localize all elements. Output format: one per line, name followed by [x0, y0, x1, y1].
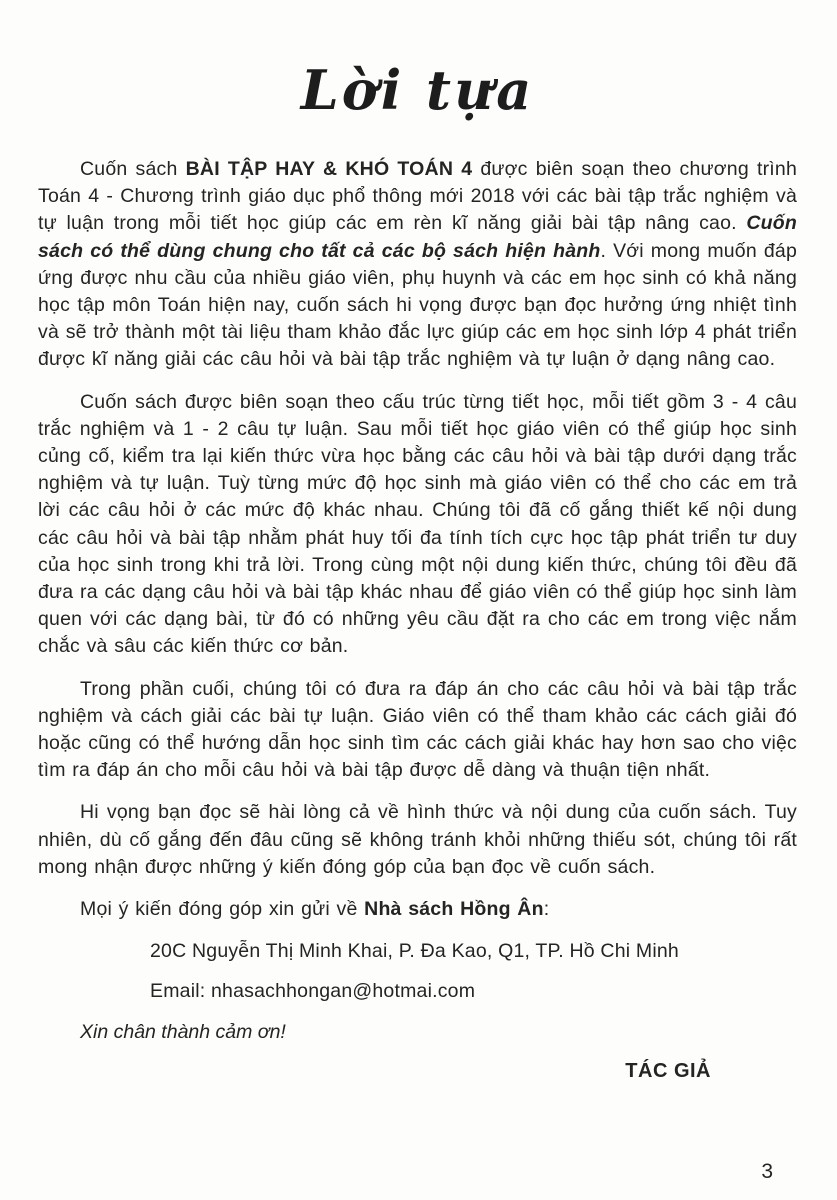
p5-text-1: Mọi ý kiến đóng góp xin gửi về	[80, 898, 365, 921]
address-line: 20C Nguyễn Thị Minh Khai, P. Đa Kao, Q1, TP. Hồ Chi Minh	[150, 940, 679, 963]
book-title-text: BÀI TẬP HAY & KHÓ TOÁN 4	[185, 158, 473, 180]
paragraph-structure: Cuốn sách được biên soạn theo cấu trúc từng tiết học, mỗi tiết gồm 3 - 4 câu trắc nghiệm và 1 - 2 câu tự luận. Sau mỗi tiết học giáo viên có thể giúp học sinh củng cố, kiểm tra lại kiến thức vừa học bằng các câu hỏi và bài tập dưới dạng trắc nghiệm và tự luận. Tuỳ từng mức độ học sinh mà giáo viên có thể cho các em trả lời các câu hỏi ở các mức độ khác nhau. Chúng tôi đã cố gắng thiết kế nội dung các câu hỏi và bài tập nhằm phát huy tối đa tính tích cực học tập phát triển tư duy của học sinh trong khi trả lời. Trong cùng một nội dung kiến thức, chúng tôi đều đã đưa ra các dạng câu hỏi và bài tập khác nhau để giáo viên có thể giúp học sinh làm quen với các dạng bài, từ đó có những yêu cầu đặt ra cho các em trong việc nắm chắc và sâu các kiến thức cơ bản.	[38, 390, 797, 658]
closing-line: Xin chân thành cảm ơn!	[80, 1020, 286, 1043]
page-number: 3	[761, 1160, 773, 1183]
page-title: Lời tựa	[300, 58, 535, 122]
author-signature: TÁC GIẢ	[625, 1059, 711, 1082]
paragraph-intro	[38, 156, 797, 374]
p1-text-1: Cuốn sách	[80, 158, 186, 180]
paragraph-answers: Trong phần cuối, chúng tôi có đưa ra đáp án cho các câu hỏi và bài tập trắc nghiệm và cách giải các bài tự luận. Giáo viên có thể tham khảo các cách giải đó hoặc cũng có thể hướng dẫn học sinh tìm các cách giải khác hay hơn sao cho việc tìm ra đáp án cho mỗi câu hỏi và bài tập được dễ dàng và thuận tiện nhất.	[38, 677, 797, 782]
paragraph-feedback	[38, 896, 797, 923]
p1-text-2: được biên soạn theo chương trình Toán 4 - Chương trình giáo dục phổ thông mới 2018 với các bài tập trắc nghiệm và tự luận trong mỗi tiết học giúp các em rèn kĩ năng giải bài tập nâng cao.	[38, 158, 798, 235]
bookstore-name-text: Nhà sách Hồng Ân	[364, 898, 544, 921]
email-line: Email: nhasachhongan@hotmai.com	[150, 980, 476, 1003]
p5-text-2: :	[543, 898, 550, 921]
p1-text-3: . Với mong muốn đáp ứng được nhu cầu của nhiều giáo viên, phụ huynh và các em học sinh có khả năng học tập môn Toán hiện nay, cuốn sách hi vọng được bạn đọc hưởng ứng nhiệt tình và sẽ trở thành một tài liệu tham khảo đắc lực giúp các em học sinh lớp 4 phát triển được kĩ năng giải các câu hỏi và bài tập trắc nghiệm và tự luận ở dạng nâng cao.	[38, 239, 797, 371]
paragraph-hope: Hi vọng bạn đọc sẽ hài lòng cả về hình thức và nội dung của cuốn sách. Tuy nhiên, dù cố gắng đến đâu cũng sẽ không tránh khỏi những thiếu sót, chúng tôi rất mong nhận được những ý kiến đóng góp của bạn đọc về cuốn sách.	[38, 801, 797, 878]
p1-emphasis-text: Cuốn sách có thể dùng chung cho tất cả các bộ sách hiện hành	[38, 212, 797, 262]
